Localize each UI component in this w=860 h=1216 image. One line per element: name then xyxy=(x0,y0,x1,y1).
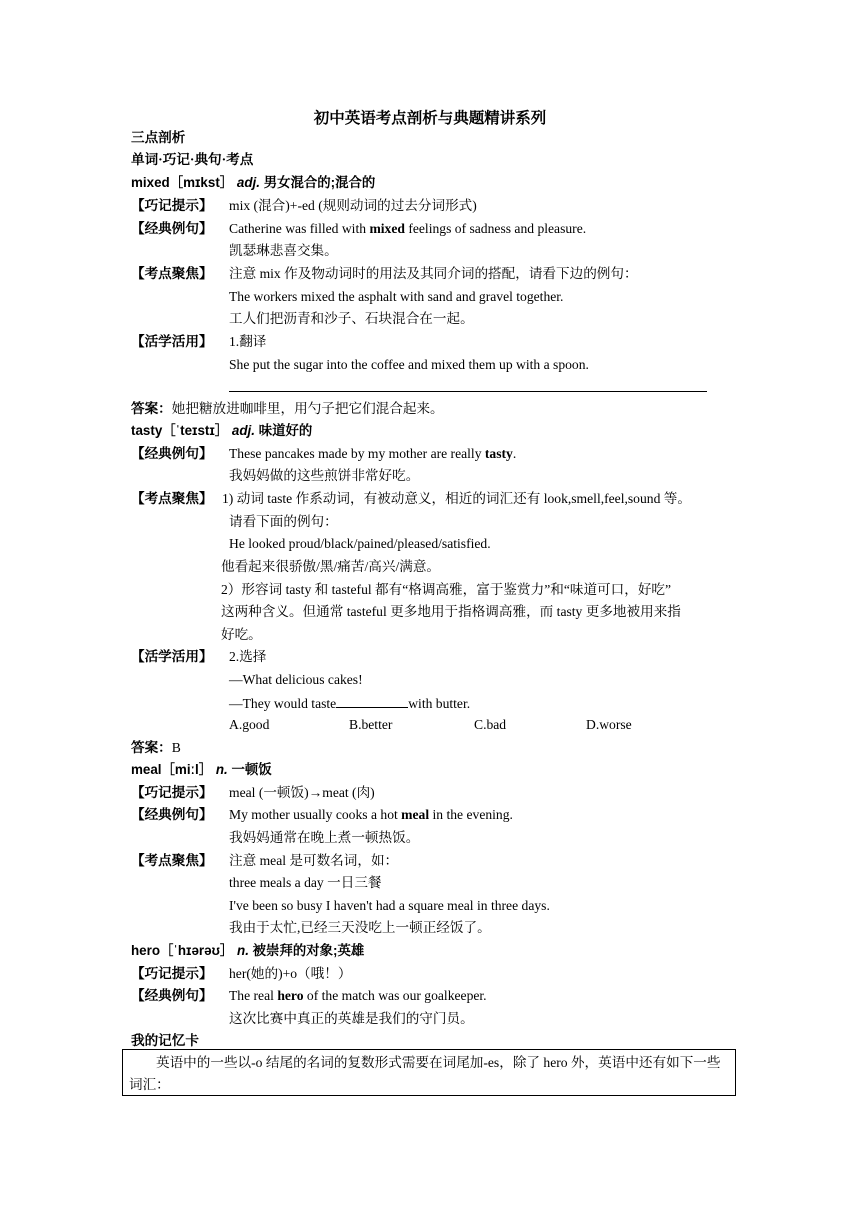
mixed-focus-en: The workers mixed the asphalt with sand and gravel together. xyxy=(229,289,564,304)
meal-focus: 注意 meal 是可数名词，如： xyxy=(229,853,399,868)
option-d: D.worse xyxy=(586,717,632,732)
meal-example: My mother usually cooks a hot meal in the evening. xyxy=(229,807,513,822)
mixed-practice-question: She put the sugar into the coffee and mixed them up with a spoon. xyxy=(229,357,589,372)
tasty-focus-en: He looked proud/black/pained/pleased/satisfied. xyxy=(229,536,491,551)
label-example: 【经典例句】 xyxy=(131,221,213,236)
mixed-focus-cn: 工人们把沥青和沙子、石块混合在一起。 xyxy=(229,311,474,326)
tasty-answer: 答案：B xyxy=(131,740,181,755)
tasty-practice-num: 2.选择 xyxy=(229,649,267,664)
label-example: 【经典例句】 xyxy=(131,807,213,822)
label-focus: 【考点聚焦】 xyxy=(131,266,213,281)
label-tip: 【巧记提示】 xyxy=(131,785,213,800)
meal-tip: meal (一顿饭)→meat (肉) xyxy=(229,785,375,800)
headword-mixed: mixed［mɪkst］ adj. 男女混合的;混合的 xyxy=(131,175,376,190)
subsection-heading: 单词·巧记·典句·考点 xyxy=(131,152,254,167)
label-focus: 【考点聚焦】 xyxy=(131,491,213,506)
fill-blank[interactable] xyxy=(336,694,408,708)
memory-card-box: 英语中的一些以-o 结尾的名词的复数形式需要在词尾加-es，除了 hero 外，英语中还有如下一些词汇： xyxy=(122,1049,736,1096)
meal-focus-en-2: I've been so busy I haven't had a square meal in three days. xyxy=(229,898,550,913)
tasty-dialog-2: —They would taste with butter. xyxy=(229,696,471,711)
tasty-focus-cn: 他看起来很骄傲/黑/痛苦/高兴/满意。 xyxy=(221,559,441,574)
headword-meal: meal［miːl］ n. 一顿饭 xyxy=(131,762,272,777)
mixed-tip: mix (混合)+-ed (规则动词的过去分词形式) xyxy=(229,198,477,213)
hero-example: The real hero of the match was our goalkeeper. xyxy=(229,988,487,1003)
tasty-dialog-1: —What delicious cakes! xyxy=(229,672,363,687)
hero-example-cn: 这次比赛中真正的英雄是我们的守门员。 xyxy=(229,1011,474,1026)
page-title: 初中英语考点剖析与典题精讲系列 xyxy=(313,110,547,127)
tasty-focus-2c: 好吃。 xyxy=(221,627,262,642)
headword-tasty: tasty［ˈteɪstɪ］ adj. 味道好的 xyxy=(131,423,313,438)
label-example: 【经典例句】 xyxy=(131,988,213,1003)
label-focus: 【考点聚焦】 xyxy=(131,853,213,868)
memory-card-title: 我的记忆卡 xyxy=(131,1033,199,1048)
label-practice: 【活学活用】 xyxy=(131,334,213,349)
tasty-focus-2a: 2）形容词 tasty 和 tasteful 都有“格调高雅，富于鉴赏力”和“味道可口，好吃” xyxy=(221,582,672,597)
option-c: C.bad xyxy=(474,717,507,732)
mixed-practice-num: 1.翻译 xyxy=(229,334,267,349)
mixed-focus: 注意 mix 作及物动词时的用法及其同介词的搭配，请看下边的例句： xyxy=(229,266,638,281)
label-tip: 【巧记提示】 xyxy=(131,966,213,981)
meal-focus-en-1: three meals a day 一日三餐 xyxy=(229,875,382,890)
section-heading: 三点剖析 xyxy=(131,130,186,145)
mixed-example-cn: 凯瑟琳悲喜交集。 xyxy=(229,243,338,258)
tasty-example: These pancakes made by my mother are really tasty. xyxy=(229,446,517,461)
label-example: 【经典例句】 xyxy=(131,446,213,461)
option-b: B.better xyxy=(349,717,393,732)
hero-tip: her(她的)+o（哦！） xyxy=(229,966,352,981)
answer-blank-line xyxy=(229,391,707,392)
tasty-focus-2b: 这两种含义。但通常 tasteful 更多地用于指格调高雅，而 tasty 更多地被用来指 xyxy=(221,604,681,619)
mixed-answer: 答案：她把糖放进咖啡里，用勺子把它们混合起来。 xyxy=(131,401,444,416)
meal-example-cn: 我妈妈通常在晚上煮一顿热饭。 xyxy=(229,830,420,845)
headword-hero: hero［ˈhɪərəʊ］ n. 被崇拜的对象;英雄 xyxy=(131,943,365,958)
meal-focus-cn: 我由于太忙,已经三天没吃上一顿正经饭了。 xyxy=(229,920,491,935)
label-tip: 【巧记提示】 xyxy=(131,198,213,213)
tasty-focus-1: 1) 动词 taste 作系动词，有被动意义，相近的词汇还有 look,smell,feel,sound 等。 xyxy=(222,491,691,506)
tasty-example-cn: 我妈妈做的这些煎饼非常好吃。 xyxy=(229,468,420,483)
tasty-focus-1b: 请看下面的例句： xyxy=(229,514,338,529)
option-a: A.good xyxy=(229,717,270,732)
label-practice: 【活学活用】 xyxy=(131,649,213,664)
mixed-example: Catherine was filled with mixed feelings of sadness and pleasure. xyxy=(229,221,587,236)
